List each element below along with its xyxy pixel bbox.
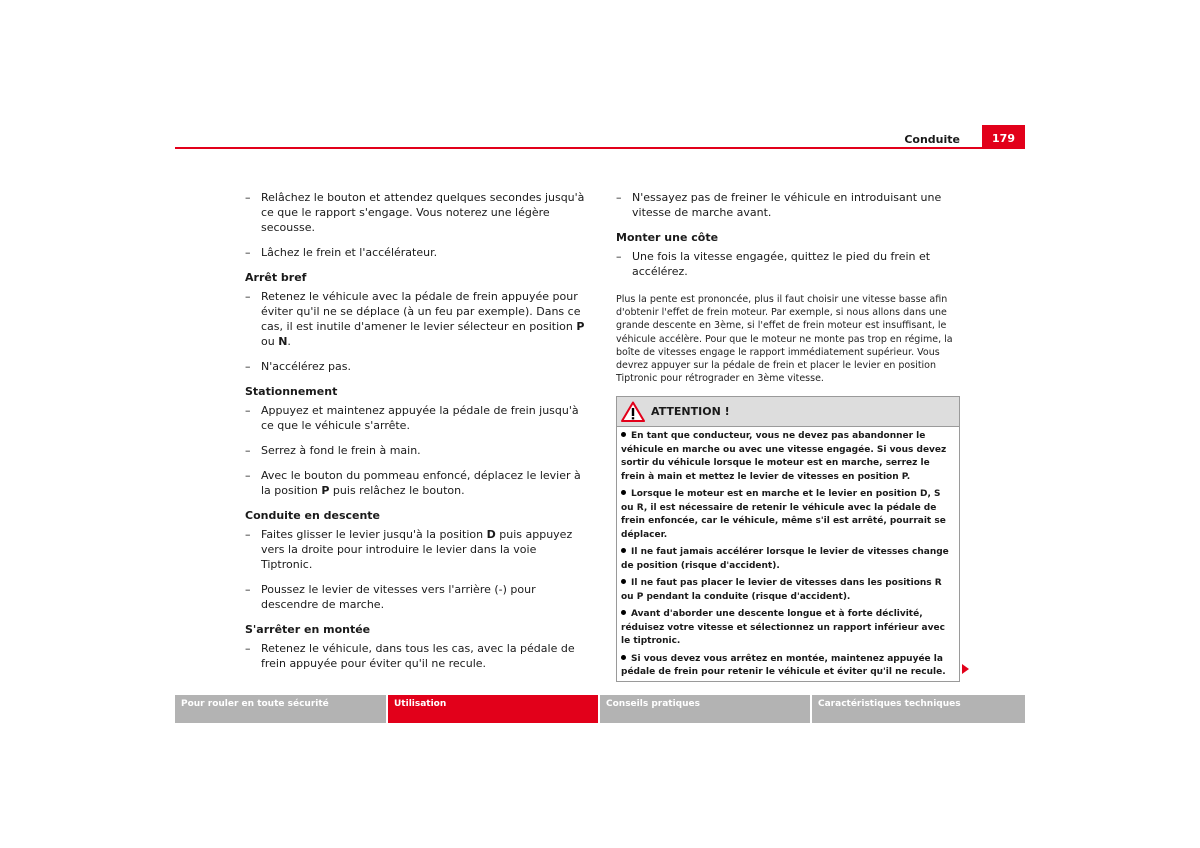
- warning-item: [621, 430, 955, 484]
- tab-pour-rouler-en-toute-securite[interactable]: Pour rouler en toute sécurité: [175, 695, 386, 723]
- bullet-text: .: [287, 335, 291, 348]
- heading-arret-montee: S'arrêter en montée: [245, 623, 371, 636]
- bullet-text: puis appuyez vers la droite pour introduire le levier dans la voie Tiptronic.: [261, 528, 573, 571]
- position-label: N: [278, 335, 288, 348]
- bullet-text: Une fois la vitesse engagée, quittez le pied du frein et accélérez.: [632, 250, 931, 278]
- bullet-text: Relâchez le bouton et attendez quelques secondes jusqu'à ce que le rapport s'engage. Vous noterez une légère secousse.: [261, 191, 585, 234]
- warning-header: [617, 397, 959, 427]
- dash: –: [245, 583, 251, 596]
- bullet-dot-icon: [621, 655, 626, 660]
- dash: –: [245, 642, 251, 655]
- note-paragraph: Plus la pente est prononcée, plus il faut choisir une vitesse basse afin d'obtenir l'effet de frein moteur. Par exemple, si nous allons dans une grande descente en 3ème, si l'effet de frein moteur est insuffisant, le véhicule accélère. Pour que le moteur ne monte pas trop en régime, la boîte de vitesses engage le rapport immédiatement supérieur. Vous devrez appuyer sur la pédale de frein et placer le levier en position Tiptronic pour rétrograder en 3ème vitesse.: [616, 294, 953, 385]
- bullet-text: puis relâchez le bouton.: [329, 484, 465, 497]
- list-item: [245, 527, 590, 572]
- dash: –: [245, 290, 251, 303]
- warning-item: [621, 653, 955, 680]
- bullet-dot-icon: [621, 610, 626, 615]
- bullet-text: Poussez le levier de vitesses vers l'arrière (-) pour descendre de marche.: [261, 583, 536, 611]
- bullet-text: Appuyez et maintenez appuyée la pédale de frein jusqu'à ce que le véhicule s'arrête.: [261, 404, 579, 432]
- bullet-dot-icon: [621, 548, 626, 553]
- warning-text: Il ne faut pas placer le levier de vitesses dans les positions R ou P pendant la conduite (risque d'accident).: [621, 578, 942, 602]
- position-label: D: [486, 528, 496, 541]
- bullet-text: Retenez le véhicule avec la pédale de frein appuyée pour éviter qu'il ne se déplace (à un feu par exemple). Dans ce cas, il est inutile d'amener le levier sélecteur en position: [261, 290, 581, 333]
- list-item: [245, 245, 590, 260]
- dash: –: [616, 191, 622, 204]
- heading-descente: Conduite en descente: [245, 509, 381, 522]
- warning-item: [621, 488, 955, 542]
- warning-text: Si vous devez vous arrêtez en montée, maintenez appuyée la pédale de frein pour retenir le véhicule et éviter qu'il ne recule.: [621, 653, 946, 677]
- bullet-text: N'accélérez pas.: [261, 360, 351, 373]
- heading-stationnement: Stationnement: [245, 385, 338, 398]
- warning-title: ATTENTION !: [651, 405, 730, 418]
- list-item: [245, 468, 590, 498]
- dash: –: [245, 528, 251, 541]
- footer-nav: [175, 695, 1025, 723]
- warning-item: [621, 546, 955, 573]
- bullet-dot-icon: [621, 579, 626, 584]
- tab-caracteristiques-techniques[interactable]: Caractéristiques techniques: [812, 695, 1025, 723]
- bullet-text: N'essayez pas de freiner le véhicule en introduisant une vitesse de marche avant.: [632, 191, 942, 219]
- warning-text: Avant d'aborder une descente longue et à forte déclivité, réduisez votre vitesse et sélectionnez un rapport inférieur avec le tiptronic.: [621, 609, 945, 646]
- heading-monter-cote: Monter une côte: [616, 231, 719, 244]
- list-item: [616, 249, 961, 279]
- dash: –: [245, 360, 251, 373]
- bullet-text: Retenez le véhicule, dans tous les cas, avec la pédale de frein appuyée pour éviter qu'il ne recule.: [261, 642, 575, 670]
- warning-text: En tant que conducteur, vous ne devez pas abandonner le véhicule en marche ou avec une vitesse engagée. Si vous devez sortir du véhicule lorsque le moteur est en marche, serrez le frein à main et mettez le levier de vitesses en position P.: [621, 431, 947, 482]
- list-item: [245, 582, 590, 612]
- position-label: P: [321, 484, 330, 497]
- list-item: [245, 359, 590, 374]
- header-rule: [175, 147, 1025, 149]
- warning-text: Lorsque le moteur est en marche et le levier en position D, S ou R, il est nécessaire de retenir le véhicule avec la pédale de frein enfoncée, car le véhicule, même s'il est arrêté, pourrait se déplacer.: [621, 489, 946, 540]
- dash: –: [616, 250, 622, 263]
- right-column: [616, 190, 961, 399]
- section-title: Conduite: [904, 133, 960, 146]
- tab-utilisation[interactable]: Utilisation: [388, 695, 598, 723]
- dash: –: [245, 404, 251, 417]
- page-number: 179: [982, 125, 1025, 148]
- dash: –: [245, 469, 251, 482]
- list-item: [245, 443, 590, 458]
- warning-item: [621, 608, 955, 649]
- bullet-dot-icon: [621, 432, 626, 437]
- dash: –: [245, 246, 251, 259]
- list-item: [245, 289, 590, 349]
- bullet-text: ou: [261, 335, 279, 348]
- dash: –: [245, 444, 251, 457]
- bullet-text: Serrez à fond le frein à main.: [261, 444, 421, 457]
- bullet-text: Lâchez le frein et l'accélérateur.: [261, 246, 438, 259]
- list-item: [245, 190, 590, 235]
- position-label: P: [576, 320, 585, 333]
- heading-arret-bref: Arrêt bref: [245, 271, 307, 284]
- bullet-text: Faites glisser le levier jusqu'à la position: [261, 528, 487, 541]
- left-column: [245, 190, 590, 681]
- list-item: [245, 403, 590, 433]
- tab-conseils-pratiques[interactable]: Conseils pratiques: [600, 695, 810, 723]
- warning-item: [621, 577, 955, 604]
- bullet-text: Avec le bouton du pommeau enfoncé, déplacez le levier à la position: [261, 469, 581, 497]
- warning-box: [616, 396, 960, 682]
- bullet-dot-icon: [621, 490, 626, 495]
- warning-text: Il ne faut jamais accélérer lorsque le levier de vitesses change de position (risque d'accident).: [621, 547, 949, 571]
- continue-arrow-icon: [962, 664, 969, 674]
- list-item: [616, 190, 961, 220]
- warning-triangle-icon: [621, 401, 645, 422]
- dash: –: [245, 191, 251, 204]
- warning-body: [617, 427, 959, 682]
- list-item: [245, 641, 590, 671]
